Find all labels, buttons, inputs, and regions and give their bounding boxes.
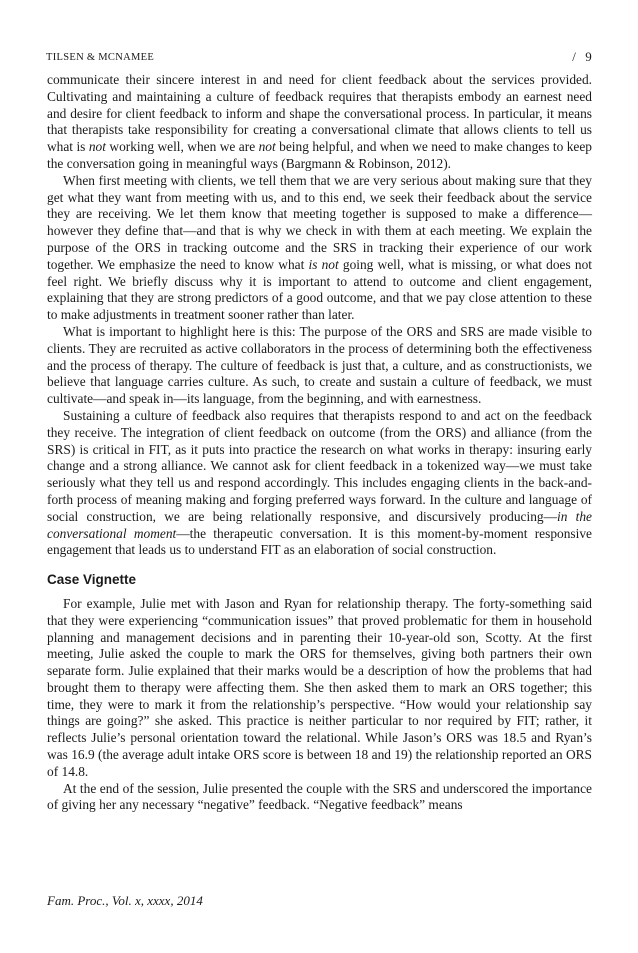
section-heading: Case Vignette — [47, 572, 137, 588]
page-number-separator: / — [572, 49, 577, 64]
footer-citation: Fam. Proc., Vol. x, xxxx, 2014 — [47, 893, 203, 908]
page-number — [572, 49, 592, 65]
running-head-authors: TILSEN & MCNAMEE — [46, 52, 155, 63]
page-number-value: 9 — [585, 49, 592, 64]
paragraph: At the end of the session, Julie presented the couple with the SRS and underscored the importance of giving her any necessary “negative” feedback. “Negative feedback” means — [47, 780, 592, 813]
paragraph: communicate their sincere interest in and need for client feedback about the services provided. Cultivating and maintaining a culture of feedback requires that therapists embody an earnest need and desire for client feedback to inform and shape the conversational process. In particular, it means that therapists take responsibility for creating a conversational climate that allows clients to tell us what is not working well, when we are not being helpful, and when we need to make changes to keep the conversation going in meaningful ways (Bargmann & Robinson, 2012). — [47, 72, 593, 171]
body-text — [47, 72, 592, 814]
running-head — [46, 49, 592, 65]
paragraph: For example, Julie met with Jason and Ryan for relationship therapy. The forty-something said that they were experiencing “communication issues” that proved problematic for them in household planning and management decisions and in parenting their 10-year-old son, Scotty. At the first meeting, Julie asked the couple to mark the ORS for themselves, giving both partners their own separate form. Julie explained that their marks would be a description of how the problems that had brought them to therapy were affecting them. She then asked them to mark an ORS together; this time, they were to mark it from the relationship’s perspective. “How would your relationship say things are going?” she asked. This practice is neither particular to nor required by FIT; rather, it reflects Julie’s personal orientation toward the relational. While Jason’s ORS was 18.5 and Ryan’s was 16.9 (the average adult intake ORS score is between 18 and 19) the relationship reported an ORS of 14.8. — [47, 595, 592, 779]
paragraph: When first meeting with clients, we tell them that we are very serious about making sure that they get what they want from meeting with us, and to this end, we seek their feedback about the service they are receiving. We let them know that meeting together is supposed to make a difference—however they define that—and that is why we check in with them at each meeting. We explain the purpose of the ORS in tracking outcome and the SRS in tracking their experience of our work together. We emphasize the need to know what is not going well, what is missing, or what does not feel right. We briefly discuss why it is important to attend to outcome and client engagement, explaining that they are strong predictors of a good outcome, and that we pay close attention to these to make adjustments in treatment sooner rather than later. — [47, 172, 592, 323]
paragraph: Sustaining a culture of feedback also requires that therapists respond to and act on the feedback they receive. The integration of client feedback on outcome (from the ORS) and alliance (from the SRS) is critical in FIT, as it puts into practice the research on what works in therapy: insuring early change and a strong alliance. We cannot ask for client feedback in a tokenized way—we must take seriously what they tell us and respond accordingly. This includes engaging clients in the back-and-forth process of meaning making and forging preferred ways forward. In the culture and language of social construction, we are being relationally responsive, and discursively producing—in the conversational moment—the therapeutic conversation. It is this moment-by-moment responsive engagement that leads us to understand FIT as an elaboration of social construction. — [47, 407, 592, 558]
paragraph: What is important to highlight here is this: The purpose of the ORS and SRS are made visible to clients. They are recruited as active collaborators in the process of determining both the effectiveness and the process of therapy. The culture of feedback is just that, a culture, and as constructionists, we believe that language carries culture. As such, to create and sustain a culture of feedback, we must cultivate—and speak in—its language, from the beginning, and with earnestness. — [47, 323, 592, 407]
